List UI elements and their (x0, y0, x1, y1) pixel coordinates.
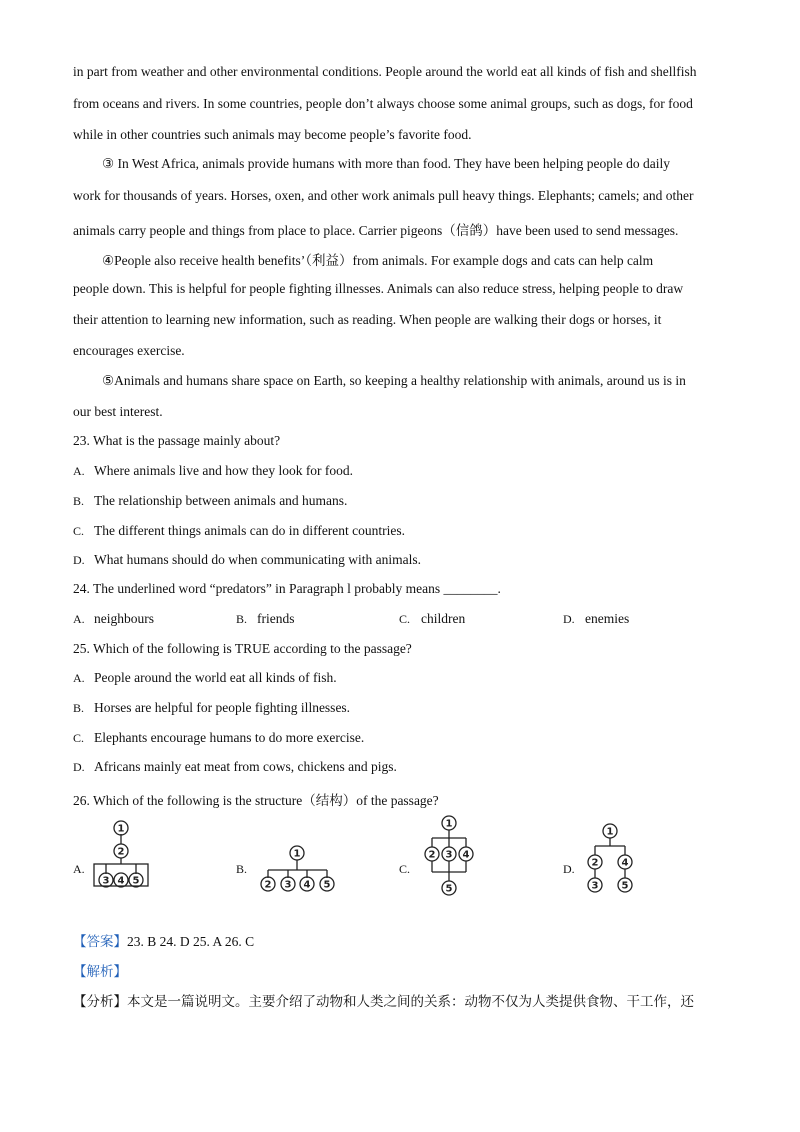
svg-text:1: 1 (293, 848, 301, 860)
q23-option-c: The different things animals can do in different countries. (94, 523, 406, 538)
svg-text:5: 5 (445, 883, 453, 895)
svg-text:3: 3 (284, 879, 292, 891)
option-letter: C. (73, 524, 85, 538)
q25-option-b: Horses are helpful for people fighting illnesses. (94, 700, 351, 715)
option-letter: A. (73, 612, 85, 626)
option-letter: C. (399, 862, 411, 876)
option-letter: D. (563, 862, 575, 876)
summary-tag: 【分析】 (73, 994, 127, 1010)
passage-line: from oceans and rivers. In some countries, people don’t always choose some animal groups, such as dogs, for food (73, 96, 693, 111)
passage-line: work for thousands of years. Horses, oxen, and other work animals pull heavy things. Elephants; camels; and other (73, 188, 694, 203)
svg-text:2: 2 (117, 846, 125, 858)
option-letter: B. (236, 862, 248, 876)
svg-text:4: 4 (462, 849, 470, 861)
passage-line: while in other countries such animals may become people’s favorite food. (73, 127, 472, 142)
q24-option-c: children (421, 611, 466, 626)
answer-line (73, 930, 254, 950)
svg-text:5: 5 (132, 875, 140, 887)
structure-diagram-d (582, 822, 642, 900)
structure-diagram-a (88, 820, 160, 898)
svg-text:5: 5 (621, 880, 629, 892)
q24-option-a: neighbours (94, 611, 154, 626)
question-23-stem: 23. What is the passage mainly about? (73, 433, 281, 448)
q25-option-d: Africans mainly eat meat from cows, chickens and pigs. (94, 759, 397, 774)
option-letter: B. (73, 701, 85, 715)
option-letter: D. (73, 553, 85, 567)
svg-text:2: 2 (428, 849, 436, 861)
passage-line: their attention to learning new information, such as reading. When people are walking their dogs or horses, it (73, 312, 662, 327)
passage-line: encourages exercise. (73, 343, 185, 358)
question-25-stem: 25. Which of the following is TRUE according to the passage? (73, 641, 412, 656)
paragraph-4-start: ④People also receive health benefits’（利益）from animals. For example dogs and cats can help calm (102, 253, 654, 268)
q23-option-b: The relationship between animals and humans. (94, 493, 348, 508)
svg-text:4: 4 (621, 857, 629, 869)
q23-option-d: What humans should do when communicating with animals. (94, 552, 421, 567)
question-26-stem: 26. Which of the following is the structure（结构）of the passage? (73, 793, 439, 808)
analysis-tag: 【解析】 (73, 964, 127, 980)
q24-option-b: friends (257, 611, 295, 626)
structure-diagram-b (255, 840, 337, 898)
svg-text:2: 2 (264, 879, 272, 891)
svg-text:3: 3 (591, 880, 599, 892)
analysis-line (73, 960, 127, 980)
summary-line (73, 990, 694, 1010)
option-letter: B. (73, 494, 85, 508)
option-letter: C. (399, 612, 411, 626)
paragraph-5-start: ⑤Animals and humans share space on Earth, so keeping a healthy relationship with animals, around us is in (102, 373, 686, 388)
option-letter: A. (73, 862, 85, 876)
q25-option-a: People around the world eat all kinds of fish. (94, 670, 337, 685)
summary-text: 本文是一篇说明文。主要介绍了动物和人类之间的关系：动物不仅为人类提供食物、干工作，还 (127, 994, 694, 1010)
svg-text:3: 3 (445, 849, 453, 861)
svg-text:1: 1 (117, 823, 125, 835)
svg-text:4: 4 (303, 879, 311, 891)
passage-line: our best interest. (73, 404, 163, 419)
svg-text:4: 4 (117, 875, 125, 887)
option-letter: A. (73, 671, 85, 685)
svg-text:3: 3 (102, 875, 110, 887)
passage-line: people down. This is helpful for people fighting illnesses. Animals can also reduce stress, helping people to draw (73, 281, 684, 296)
q24-option-d: enemies (585, 611, 630, 626)
passage-line: in part from weather and other environmental conditions. People around the world eat all kinds of fish and shellfish (73, 64, 697, 79)
option-letter: B. (236, 612, 248, 626)
svg-text:1: 1 (445, 818, 453, 830)
svg-text:2: 2 (591, 857, 599, 869)
svg-text:1: 1 (606, 826, 614, 838)
paragraph-3-start: ③ In West Africa, animals provide humans with more than food. They have been helping people do daily (102, 156, 671, 171)
svg-text:5: 5 (323, 879, 331, 891)
answer-text: 23. B 24. D 25. A 26. C (127, 934, 255, 949)
question-24-stem: 24. The underlined word “predators” in Paragraph l probably means ________. (73, 581, 501, 596)
q25-option-c: Elephants encourage humans to do more exercise. (94, 730, 365, 745)
answer-tag: 【答案】 (73, 934, 127, 950)
passage-line: animals carry people and things from place to place. Carrier pigeons（信鸽）have been used to send messages. (73, 223, 679, 238)
q23-option-a: Where animals live and how they look for food. (94, 463, 354, 478)
option-letter: A. (73, 464, 85, 478)
option-letter: D. (73, 760, 85, 774)
structure-diagram-c (418, 814, 482, 900)
option-letter: D. (563, 612, 575, 626)
option-letter: C. (73, 731, 85, 745)
